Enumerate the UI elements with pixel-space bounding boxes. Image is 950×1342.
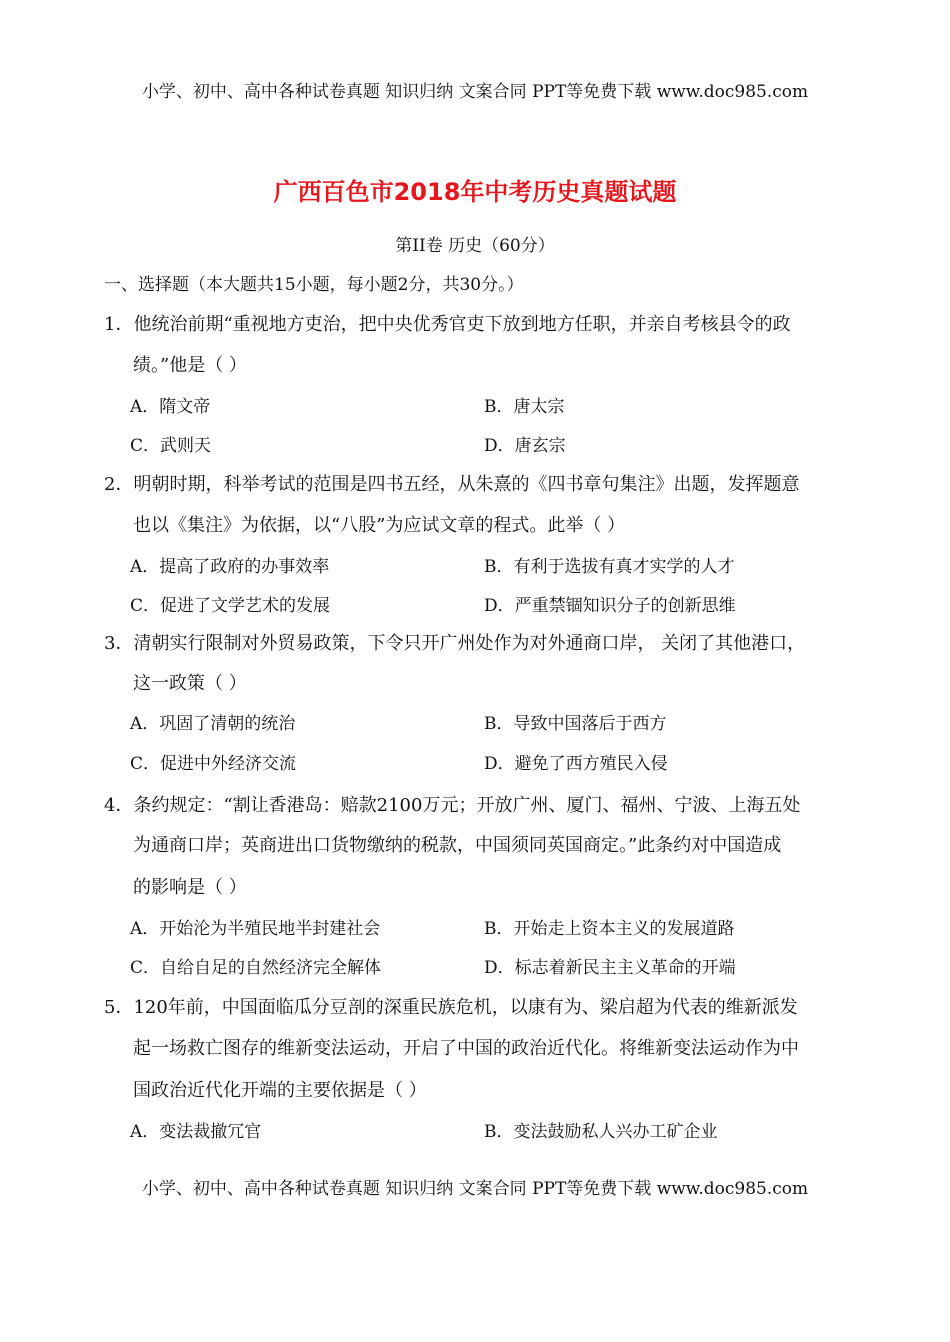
- footer-banner: 小学、初中、高中各种试卷真题 知识归纳 文案合同 PPT等免费下载 www.doc985.com: [141, 1179, 809, 1199]
- question-2-option-b: B．有利于选拔有真才实学的人才: [484, 557, 735, 577]
- question-1-option-d: D．唐玄宗: [484, 436, 566, 456]
- question-4-line-1: 4．条约规定：“割让香港岛：赔款2100万元；开放广州、厦门、福州、宁波、上海五处: [104, 795, 801, 816]
- question-5-line-2: 起一场救亡图存的维新变法运动，开启了中国的政治近代化。将维新变法运动作为中: [133, 1038, 799, 1059]
- question-5-option-a: A．变法裁撤冗官: [130, 1122, 262, 1142]
- question-1-option-c: C．武则天: [130, 436, 212, 456]
- question-5-option-b: B．变法鼓励私人兴办工矿企业: [484, 1122, 718, 1142]
- question-1-option-b: B．唐太宗: [484, 397, 565, 417]
- section-heading: 一、选择题（本大题共15小题，每小题2分，共30分。）: [104, 275, 524, 295]
- question-2-line-1: 2．明朝时期，科举考试的范围是四书五经，从朱熹的《四书章句集注》出题，发挥题意: [104, 474, 800, 495]
- question-1-option-a: A．隋文帝: [130, 397, 211, 417]
- question-3-option-a: A．巩固了清朝的统治: [130, 714, 296, 734]
- question-3-line-1: 3．清朝实行限制对外贸易政策，下令只开广州处作为对外通商口岸， 关闭了其他港口，: [104, 633, 806, 654]
- question-3-line-2: 这一政策（ ）: [133, 673, 247, 694]
- question-4-option-b: B．开始走上资本主义的发展道路: [484, 919, 735, 939]
- question-1-line-1: 1．他统治前期“重视地方吏治，把中央优秀官吏下放到地方任职，并亲自考核县令的政: [104, 314, 791, 335]
- header-banner: 小学、初中、高中各种试卷真题 知识归纳 文案合同 PPT等免费下载 www.doc985.com: [141, 82, 809, 102]
- page-title: 广西百色市2018年中考历史真题试题: [273, 178, 677, 206]
- paper-subtitle: 第II卷 历史（60分）: [395, 236, 555, 256]
- question-2-option-d: D．严重禁锢知识分子的创新思维: [484, 596, 736, 616]
- question-3-option-d: D．避免了西方殖民入侵: [484, 754, 668, 774]
- question-3-option-c: C．促进中外经济交流: [130, 754, 297, 774]
- question-2-line-2: 也以《集注》为依据，以“八股”为应试文章的程式。此举（ ）: [133, 515, 626, 536]
- question-2-option-a: A．提高了政府的办事效率: [130, 557, 330, 577]
- question-4-option-d: D．标志着新民主主义革命的开端: [484, 958, 736, 978]
- question-4-line-2: 为通商口岸；英商进出口货物缴纳的税款，中国须同英国商定。”此条约对中国造成: [133, 835, 782, 856]
- question-5-line-3: 国政治近代化开端的主要依据是（ ）: [133, 1080, 427, 1101]
- question-4-option-a: A．开始沦为半殖民地半封建社会: [130, 919, 381, 939]
- question-1-line-2: 绩。”他是（ ）: [133, 355, 247, 376]
- question-5-line-1: 5．120年前，中国面临瓜分豆剖的深重民族危机，以康有为、梁启超为代表的维新派发: [104, 997, 798, 1018]
- question-4-line-3: 的影响是（ ）: [133, 877, 247, 898]
- question-2-option-c: C．促进了文学艺术的发展: [130, 596, 331, 616]
- question-4-option-c: C．自给自足的自然经济完全解体: [130, 958, 382, 978]
- question-3-option-b: B．导致中国落后于西方: [484, 714, 667, 734]
